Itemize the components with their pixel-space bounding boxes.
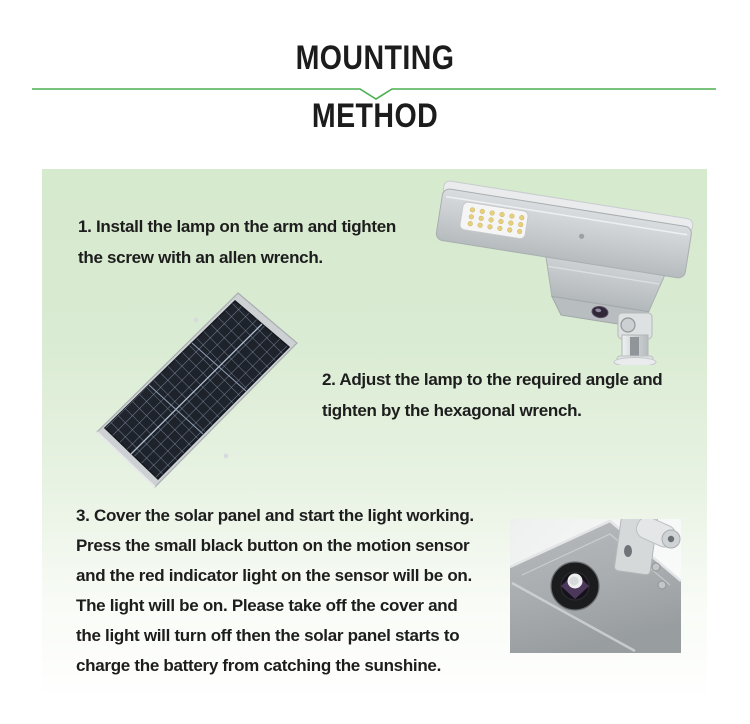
step-1-text <box>78 211 396 273</box>
screw <box>658 581 666 589</box>
streetlight-photo <box>430 175 705 365</box>
step-2-line-2: tighten by the hexagonal wrench. <box>322 401 582 420</box>
step-3-line-6: charge the battery from catching the sunshine. <box>76 656 441 675</box>
step-1-line-2: the screw with an allen wrench. <box>78 248 323 267</box>
panel-tab <box>194 318 199 323</box>
step-3-line-1: 3. Cover the solar panel and start the light working. <box>76 506 474 525</box>
step-2-line-1: 2. Adjust the lamp to the required angle and <box>322 370 663 389</box>
lamp-head <box>430 180 694 333</box>
step-3-line-5: the light will turn off then the solar panel starts to <box>76 626 460 645</box>
step-1-line-1: 1. Install the lamp on the arm and tighten <box>78 217 396 236</box>
step-2-text <box>322 364 662 426</box>
panel-tab <box>224 454 229 459</box>
motion-sensor-lens <box>551 562 599 610</box>
page-title-line2: METHOD <box>311 97 439 135</box>
solar-panel-photo <box>90 288 305 493</box>
step-3-line-4: The light will be on. Please take off the cover and <box>76 596 458 615</box>
step-3-line-3: and the red indicator light on the sensor will be on. <box>76 566 472 585</box>
solar-panel <box>97 293 297 487</box>
screw <box>652 563 660 571</box>
step-3-text <box>76 501 474 681</box>
motion-sensor-photo <box>510 519 681 653</box>
step-3-line-2: Press the small black button on the motion sensor <box>76 536 470 555</box>
page-title-line1: MOUNTING <box>295 39 455 77</box>
mounting-bracket <box>614 313 656 365</box>
hinge-bolt <box>621 318 635 332</box>
